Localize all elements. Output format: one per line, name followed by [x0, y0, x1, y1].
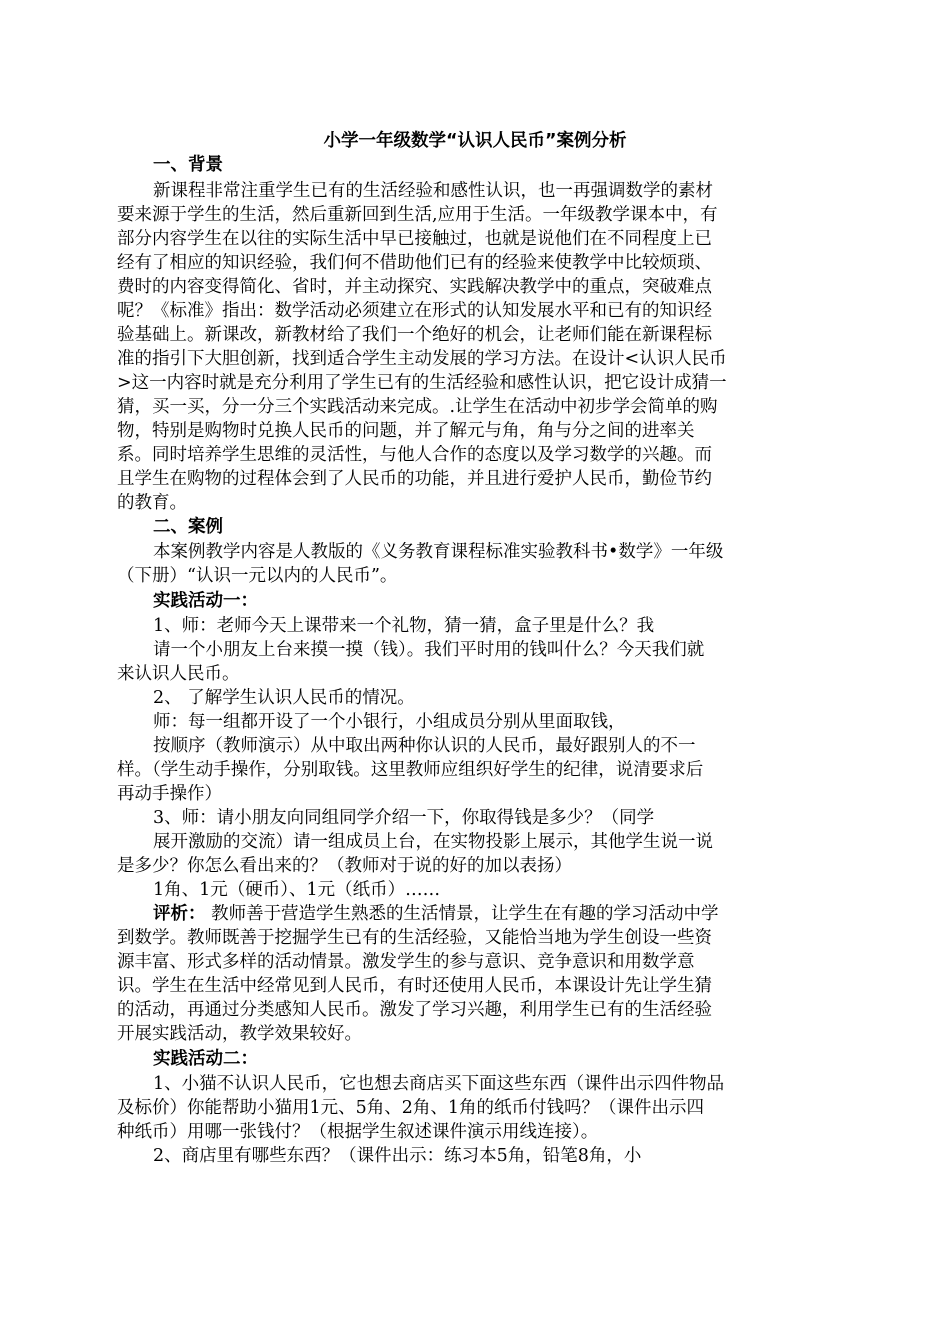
- activity-two-heading: 实践活动二：: [153, 1049, 258, 1069]
- paragraph-line: 验基础上。新课改，新教材给了我们一个绝好的机会，让老师们能在新课程标: [117, 325, 712, 345]
- paragraph-line: 2、 了解学生认识人民币的情况。: [153, 688, 415, 708]
- paragraph-line: 呢？《标准》指出：数学活动必须建立在形式的认知发展水平和已有的知识经: [117, 301, 712, 321]
- paragraph-line: 的活动，再通过分类感知人民币。激发了学习兴趣，利用学生已有的生活经验: [117, 1000, 712, 1020]
- comment-label: 评析：: [153, 904, 206, 924]
- paragraph-line: 1、师：老师今天上课带来一个礼物，猜一猜，盒子里是什么？我: [153, 616, 655, 636]
- paragraph-line: 源丰富、形式多样的活动情景。激发学生的参与意识、竞争意识和用数学意: [117, 952, 695, 972]
- paragraph-line: 准的指引下大胆创新，找到适合学生主动发展的学习方法。在设计<认识人民币: [117, 349, 727, 369]
- paragraph-line: 开展实践活动，教学效果较好。: [117, 1024, 362, 1044]
- paragraph-line: 到数学。教师既善于挖掘学生已有的生活经验，又能恰当地为学生创设一些资: [117, 928, 712, 948]
- paragraph-line: 及标价）你能帮助小猫用1元、5角、2角、1角的纸币付钱吗？（课件出示四: [117, 1098, 705, 1118]
- paragraph-line: 3、师：请小朋友向同组同学介绍一下，你取得钱是多少？（同学: [153, 808, 655, 828]
- document-title: 小学一年级数学“认识人民币”案例分析: [323, 131, 627, 151]
- paragraph-line: 2、商店里有哪些东西？（课件出示：练习本5角，铅笔8角，小: [153, 1146, 642, 1166]
- paragraph-line: 样。（学生动手操作，分别取钱。这里教师应组织好学生的纪律，说清要求后: [117, 760, 704, 780]
- paragraph-line: 1、小猫不认识人民币，它也想去商店买下面这些东西（课件出示四件物品: [153, 1074, 725, 1094]
- paragraph-line: 部分内容学生在以往的实际生活中早已接触过，也就是说他们在不同程度上已: [117, 229, 712, 249]
- paragraph-line: 是多少？你怎么看出来的？（教师对于说的好的加以表扬）: [117, 856, 572, 876]
- paragraph-line: 要来源于学生的生活，然后重新回到生活,应用于生活。一年级教学课本中，有: [117, 205, 718, 225]
- paragraph-line: 猜，买一买，分一分三个实践活动来完成。.让学生在活动中初步学会简单的购: [117, 397, 718, 417]
- paragraph-line: 费时的内容变得简化、省时，并主动探究、实践解决教学中的重点，突破难点: [117, 277, 712, 297]
- paragraph-line: 来认识人民币。: [117, 664, 240, 684]
- section-heading-case: 二、案例: [153, 517, 223, 537]
- paragraph-line: （下册）“认识一元以内的人民币”。: [117, 566, 398, 586]
- paragraph-line: 展开激励的交流）请一组成员上台，在实物投影上展示，其他学生说一说: [153, 832, 713, 852]
- paragraph-line: 本案例教学内容是人教版的《义务教育课程标准实验教科书•数学》一年级: [153, 542, 724, 562]
- section-heading-background: 一、背景: [153, 155, 223, 175]
- paragraph-line: 请一个小朋友上台来摸一摸（钱）。我们平时用的钱叫什么？今天我们就: [153, 640, 705, 660]
- paragraph-line: 种纸币）用哪一张钱付？（根据学生叙述课件演示用线连接）。: [117, 1122, 599, 1142]
- paragraph-line: 物，特别是购物时兑换人民币的问题，并了解元与角，角与分之间的进率关: [117, 421, 695, 441]
- paragraph-line: 师：每一组都开设了一个小银行，小组成员分别从里面取钱，: [153, 712, 626, 732]
- paragraph-line: 新课程非常注重学生已有的生活经验和感性认识，也一再强调数学的素材: [153, 181, 713, 201]
- paragraph-line: 且学生在购物的过程体会到了人民币的功能，并且进行爱护人民币，勤俭节约: [117, 469, 712, 489]
- comment-text: 教师善于营造学生熟悉的生活情景，让学生在有趣的学习活动中学: [205, 904, 719, 924]
- paragraph-line: 1角、1元（硬币）、1元（纸币）……: [153, 880, 441, 900]
- paragraph-line: 按顺序（教师演示）从中取出两种你认识的人民币，最好跟别人的不一: [153, 736, 696, 756]
- paragraph-line: 的教育。: [117, 493, 187, 513]
- paragraph-line: >这一内容时就是充分利用了学生已有的生活经验和感性认识，把它设计成猜一: [117, 373, 727, 393]
- paragraph-line: 系。同时培养学生思维的灵活性，与他人合作的态度以及学习数学的兴趣。而: [117, 445, 712, 465]
- activity-one-heading: 实践活动一：: [153, 591, 258, 611]
- paragraph-line: 再动手操作）: [117, 784, 222, 804]
- comment-line: [153, 902, 859, 926]
- paragraph-line: 识。学生在生活中经常见到人民币，有时还使用人民币，本课设计先让学生猜: [117, 976, 712, 996]
- paragraph-line: 经有了相应的知识经验，我们何不借助他们已有的经验来使教学中比较烦琐、: [117, 253, 712, 273]
